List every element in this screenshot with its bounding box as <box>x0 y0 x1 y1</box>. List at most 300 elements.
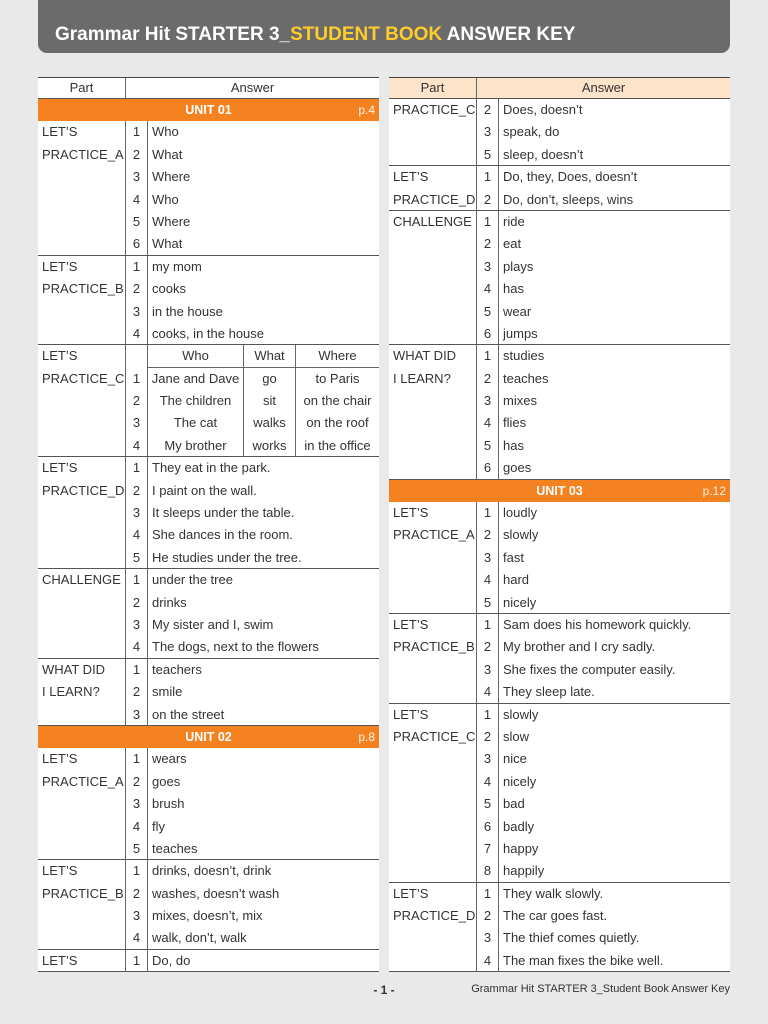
item-number: 3 <box>477 547 499 569</box>
answer-text: Do, don’t, sleeps, wins <box>503 191 634 207</box>
answer-text: teachers <box>152 661 202 677</box>
part-label <box>38 905 126 927</box>
part-label: PRACTICE_A <box>389 524 477 546</box>
part-label <box>38 435 126 456</box>
answer-text: The car goes fast. <box>503 908 608 924</box>
answer-text: drinks <box>152 594 187 610</box>
part-label: PRACTICE_A <box>38 144 126 166</box>
answer-text: happy <box>503 840 539 856</box>
answer-row <box>389 547 730 569</box>
table-header-row <box>389 78 730 99</box>
answer-text: sleep, doesn’t <box>503 146 584 162</box>
answer-text: in the house <box>152 303 223 319</box>
part-label: LET’S <box>389 883 477 905</box>
item-number: 2 <box>126 771 148 793</box>
answer-text: They sleep late. <box>503 684 595 700</box>
answer-row <box>389 301 730 323</box>
item-number: 6 <box>477 816 499 838</box>
answer-text: She dances in the room. <box>152 527 293 543</box>
item-number: 1 <box>126 121 148 143</box>
item-number: 1 <box>477 166 499 188</box>
answer-row <box>38 793 379 815</box>
answer-text: They eat in the park. <box>152 460 271 476</box>
item-number: 2 <box>126 390 148 412</box>
part-label <box>389 816 477 838</box>
answer-text: The thief comes quietly. <box>503 930 640 946</box>
answer-text: speak, do <box>503 124 560 140</box>
part-column-header: Part <box>389 78 477 98</box>
answer-row <box>389 166 730 188</box>
answer-text: slow <box>503 728 530 744</box>
answer-row <box>389 233 730 255</box>
answer-row <box>389 614 730 636</box>
answer-row <box>389 636 730 658</box>
answer-text: Where <box>152 169 191 185</box>
answer-text: happily <box>503 863 545 879</box>
answer-text: slowly <box>503 706 539 722</box>
part-label <box>38 816 126 838</box>
answer-row <box>38 748 379 770</box>
part-label: WHAT DID <box>38 659 126 681</box>
item-number: 2 <box>477 726 499 748</box>
part-label: PRACTICE_B <box>389 636 477 658</box>
item-number: 2 <box>126 480 148 502</box>
answer-table-right <box>389 77 730 972</box>
part-label <box>389 771 477 793</box>
answer-row <box>389 726 730 748</box>
item-number: 3 <box>126 704 148 725</box>
answer-row <box>38 435 379 457</box>
answer-row <box>38 480 379 502</box>
answer-table-left <box>38 77 379 972</box>
answer-text: nice <box>503 751 527 767</box>
answer-text: teaches <box>503 370 549 386</box>
part-label <box>38 927 126 948</box>
grid-column-header: Who <box>148 345 244 367</box>
item-number: 1 <box>477 883 499 905</box>
item-number: 1 <box>126 659 148 681</box>
answer-row <box>38 592 379 614</box>
grid-cell: sit <box>244 390 296 412</box>
answer-text: washes, doesn’t wash <box>152 885 280 901</box>
footer-caption: Grammar Hit STARTER 3_Student Book Answer Key <box>471 983 730 995</box>
part-label <box>38 502 126 524</box>
answer-text: nicely <box>503 594 537 610</box>
answer-row <box>38 569 379 591</box>
answer-text: My brother and I cry sadly. <box>503 639 656 655</box>
item-number: 5 <box>477 301 499 323</box>
answer-text: Do, do <box>152 952 191 968</box>
answer-row <box>38 502 379 524</box>
item-number: 1 <box>477 614 499 636</box>
item-number: 1 <box>126 950 148 971</box>
grid-cell: on the chair <box>303 393 372 409</box>
item-number: 2 <box>477 636 499 658</box>
item-number: 2 <box>126 592 148 614</box>
item-number: 4 <box>126 927 148 948</box>
item-number: 5 <box>126 547 148 568</box>
item-number: 3 <box>477 927 499 949</box>
item-number: 3 <box>126 502 148 524</box>
answer-row <box>38 189 379 211</box>
answer-row <box>38 256 379 278</box>
answer-grid-cells <box>148 390 379 412</box>
answer-row <box>389 860 730 882</box>
grid-cell: My brother <box>148 435 244 456</box>
item-number: 1 <box>126 748 148 770</box>
answer-row <box>38 771 379 793</box>
part-label <box>389 121 477 143</box>
unit-label: UNIT 02 <box>185 730 232 745</box>
answer-row <box>389 211 730 233</box>
grid-cell: to Paris <box>315 370 360 386</box>
answer-text: Who <box>152 191 179 207</box>
answer-row <box>38 905 379 927</box>
answer-text: Does, doesn’t <box>503 102 583 117</box>
part-label <box>389 256 477 278</box>
answer-text: Where <box>152 213 191 229</box>
answer-row <box>389 927 730 949</box>
title-suffix: ANSWER KEY <box>442 24 576 45</box>
answer-text: wear <box>503 303 532 319</box>
answer-text: She fixes the computer easily. <box>503 661 676 677</box>
grid-cell: The children <box>148 390 244 412</box>
grid-cell: works <box>244 435 296 456</box>
answer-row <box>38 368 379 390</box>
item-number: 1 <box>126 569 148 591</box>
part-label: LET’S <box>38 950 126 971</box>
answer-text: nicely <box>503 773 537 789</box>
item-number: 2 <box>126 883 148 905</box>
answer-row <box>389 189 730 211</box>
answer-text: slowly <box>503 527 539 543</box>
item-number: 3 <box>477 256 499 278</box>
part-label: LET’S <box>38 345 126 367</box>
unit-page-ref: p.8 <box>358 729 375 744</box>
part-label <box>389 793 477 815</box>
answer-row <box>389 905 730 927</box>
part-label <box>389 323 477 344</box>
part-label <box>38 166 126 188</box>
answer-text: fast <box>503 549 524 565</box>
part-label <box>389 569 477 591</box>
unit-page-ref: p.4 <box>358 103 375 117</box>
item-number: 4 <box>477 771 499 793</box>
part-label: PRACTICE_C <box>389 99 477 121</box>
part-label <box>38 636 126 657</box>
answer-grid-cells <box>148 435 379 456</box>
part-label: PRACTICE_B <box>38 883 126 905</box>
part-label <box>38 412 126 434</box>
item-number: 3 <box>126 301 148 323</box>
answer-text: drinks, doesn’t, drink <box>152 863 272 879</box>
part-label: PRACTICE_C <box>389 726 477 748</box>
part-label <box>389 592 477 613</box>
answer-row <box>38 301 379 323</box>
answer-column-header: Answer <box>230 80 275 95</box>
grid-cell: walks <box>244 412 296 434</box>
part-column-header: Part <box>38 78 126 98</box>
item-number: 1 <box>477 502 499 524</box>
answer-row <box>38 412 379 434</box>
item-number: 6 <box>126 233 148 254</box>
answer-text: goes <box>503 460 532 476</box>
answer-row <box>38 838 379 860</box>
item-number: 2 <box>477 99 499 121</box>
answer-row <box>389 569 730 591</box>
answer-row <box>389 323 730 345</box>
answer-row <box>389 838 730 860</box>
part-label <box>38 704 126 725</box>
answer-row <box>389 592 730 614</box>
part-label <box>38 301 126 323</box>
grid-cell: in the office <box>304 437 371 453</box>
answer-text: My sister and I, swim <box>152 616 274 632</box>
item-number: 3 <box>126 905 148 927</box>
answer-text: What <box>152 236 183 252</box>
part-label <box>389 301 477 323</box>
answer-text: eat <box>503 236 522 252</box>
answer-text: studies <box>503 348 545 364</box>
part-label <box>38 547 126 568</box>
answer-text: goes <box>152 773 181 789</box>
answer-row <box>389 704 730 726</box>
answer-row <box>38 659 379 681</box>
item-number: 3 <box>477 390 499 412</box>
title-bar <box>38 0 730 53</box>
answer-text: plays <box>503 258 534 274</box>
answer-row <box>389 144 730 166</box>
part-label <box>38 189 126 211</box>
item-number: 3 <box>126 793 148 815</box>
part-label <box>389 681 477 702</box>
item-number: 2 <box>477 905 499 927</box>
answer-grid-columns <box>148 345 379 367</box>
answer-text: Sam does his homework quickly. <box>503 616 692 632</box>
answer-text: cooks <box>152 281 186 297</box>
part-label <box>389 233 477 255</box>
answer-text: Who <box>152 124 179 140</box>
item-number: 2 <box>477 368 499 390</box>
answer-row <box>389 524 730 546</box>
part-label: PRACTICE_D <box>38 480 126 502</box>
part-label: LET’S <box>38 748 126 770</box>
answer-row <box>38 390 379 412</box>
answer-row <box>38 233 379 255</box>
answer-row <box>38 121 379 143</box>
answer-row <box>389 345 730 367</box>
answer-text: jumps <box>503 325 538 341</box>
answer-row <box>38 457 379 479</box>
answer-grid-header <box>38 345 379 367</box>
answer-row <box>38 816 379 838</box>
item-number: 2 <box>126 278 148 300</box>
answer-row <box>38 927 379 949</box>
answer-row <box>389 390 730 412</box>
item-number: 6 <box>477 323 499 344</box>
answer-text: It sleeps under the table. <box>152 505 295 521</box>
item-number: 1 <box>126 860 148 882</box>
item-number: 2 <box>477 233 499 255</box>
title-prefix: Grammar Hit STARTER 3_ <box>55 24 291 45</box>
part-label: PRACTICE_D <box>389 189 477 210</box>
part-label: LET’S <box>38 256 126 278</box>
item-number: 2 <box>477 524 499 546</box>
part-label: PRACTICE_C <box>38 368 126 390</box>
answer-row <box>389 99 730 121</box>
answer-row <box>38 704 379 726</box>
grid-cell: The cat <box>148 412 244 434</box>
answer-row <box>38 636 379 658</box>
answer-row <box>389 256 730 278</box>
unit-band <box>38 726 379 748</box>
item-number: 1 <box>126 256 148 278</box>
item-number: 4 <box>126 636 148 657</box>
part-label <box>389 435 477 457</box>
answer-text: under the tree <box>152 572 233 588</box>
item-number: 5 <box>477 144 499 165</box>
part-label: PRACTICE_D <box>389 905 477 927</box>
item-number: 4 <box>477 681 499 702</box>
item-number: 3 <box>126 614 148 636</box>
item-number: 1 <box>477 345 499 367</box>
part-label <box>389 950 477 971</box>
part-label: LET’S <box>38 457 126 479</box>
page-number: - 1 - <box>373 983 395 997</box>
part-label <box>389 278 477 300</box>
item-number: 1 <box>477 704 499 726</box>
part-label <box>389 457 477 478</box>
item-number: 4 <box>126 524 148 546</box>
item-number: 3 <box>477 659 499 681</box>
answer-text: They walk slowly. <box>503 885 604 901</box>
item-number: 4 <box>126 323 148 344</box>
answer-text: hard <box>503 572 530 588</box>
answer-row <box>389 771 730 793</box>
part-label <box>38 614 126 636</box>
answer-row <box>389 950 730 972</box>
table-header-row <box>38 78 379 99</box>
answer-row <box>38 883 379 905</box>
answer-grid-cells <box>148 368 379 390</box>
part-label: CHALLENGE <box>389 211 477 233</box>
part-label <box>389 927 477 949</box>
part-label: PRACTICE_A <box>38 771 126 793</box>
answer-row <box>38 860 379 882</box>
part-label <box>389 547 477 569</box>
part-label <box>389 144 477 165</box>
item-number: 2 <box>126 681 148 703</box>
answer-text: wears <box>152 751 187 767</box>
answer-text: Do, they, Does, doesn’t <box>503 169 638 185</box>
item-number: 4 <box>477 412 499 434</box>
answer-text: What <box>152 146 183 162</box>
item-number: 4 <box>477 569 499 591</box>
part-label <box>38 793 126 815</box>
item-number: 4 <box>126 189 148 211</box>
item-number: 5 <box>477 435 499 457</box>
item-number: 3 <box>126 412 148 434</box>
unit-label: UNIT 01 <box>185 103 232 118</box>
item-number: 6 <box>477 457 499 478</box>
answer-row <box>38 950 379 972</box>
answer-text: walk, don’t, walk <box>152 930 247 946</box>
part-label <box>389 659 477 681</box>
answer-text: I paint on the wall. <box>152 482 257 498</box>
answer-row <box>38 681 379 703</box>
item-number: 8 <box>477 860 499 881</box>
answer-text: my mom <box>152 258 202 274</box>
answer-text: bad <box>503 796 525 812</box>
answer-text: teaches <box>152 840 198 856</box>
answer-row <box>38 278 379 300</box>
answer-row <box>389 659 730 681</box>
part-label <box>38 524 126 546</box>
item-number: 3 <box>126 166 148 188</box>
answer-row <box>389 457 730 479</box>
item-number: 5 <box>477 793 499 815</box>
title-highlight: STUDENT BOOK <box>290 24 443 45</box>
answer-row <box>389 278 730 300</box>
answer-row <box>389 883 730 905</box>
part-label: WHAT DID <box>389 345 477 367</box>
part-label: LET’S <box>389 166 477 188</box>
answer-grid-cells <box>148 412 379 434</box>
part-label: LET’S <box>389 502 477 524</box>
answer-row <box>389 368 730 390</box>
answer-row <box>389 793 730 815</box>
answer-text: He studies under the tree. <box>152 549 302 565</box>
part-label <box>38 838 126 859</box>
part-label <box>38 233 126 254</box>
answer-row <box>389 502 730 524</box>
answer-row <box>389 435 730 457</box>
part-label <box>38 211 126 233</box>
item-number: 4 <box>126 816 148 838</box>
answer-row <box>38 144 379 166</box>
answer-text: smile <box>152 684 183 700</box>
answer-text: mixes, doesn’t, mix <box>152 908 263 924</box>
part-label <box>38 592 126 614</box>
answer-text: fly <box>152 818 165 834</box>
unit-page-ref: p.12 <box>702 483 726 498</box>
answer-row <box>389 748 730 770</box>
grid-column-header: Where <box>318 348 357 364</box>
part-label <box>389 748 477 770</box>
answer-text: mixes <box>503 393 537 409</box>
answer-text: badly <box>503 818 535 834</box>
answer-row <box>38 614 379 636</box>
item-number: 4 <box>477 950 499 971</box>
answer-text: flies <box>503 415 527 431</box>
item-number: 3 <box>477 121 499 143</box>
item-number: 4 <box>477 278 499 300</box>
unit-label: UNIT 03 <box>536 483 583 498</box>
answer-text: on the street <box>152 706 225 722</box>
grid-cell: on the roof <box>306 415 369 431</box>
part-label <box>389 390 477 412</box>
page-title <box>55 24 575 46</box>
item-number: 4 <box>126 435 148 456</box>
part-label <box>389 412 477 434</box>
item-number: 1 <box>126 457 148 479</box>
item-number <box>126 345 148 367</box>
part-label <box>389 838 477 860</box>
item-number: 5 <box>126 211 148 233</box>
answer-text: The man fixes the bike well. <box>503 952 664 968</box>
answer-text: has <box>503 281 524 297</box>
answer-row <box>389 816 730 838</box>
